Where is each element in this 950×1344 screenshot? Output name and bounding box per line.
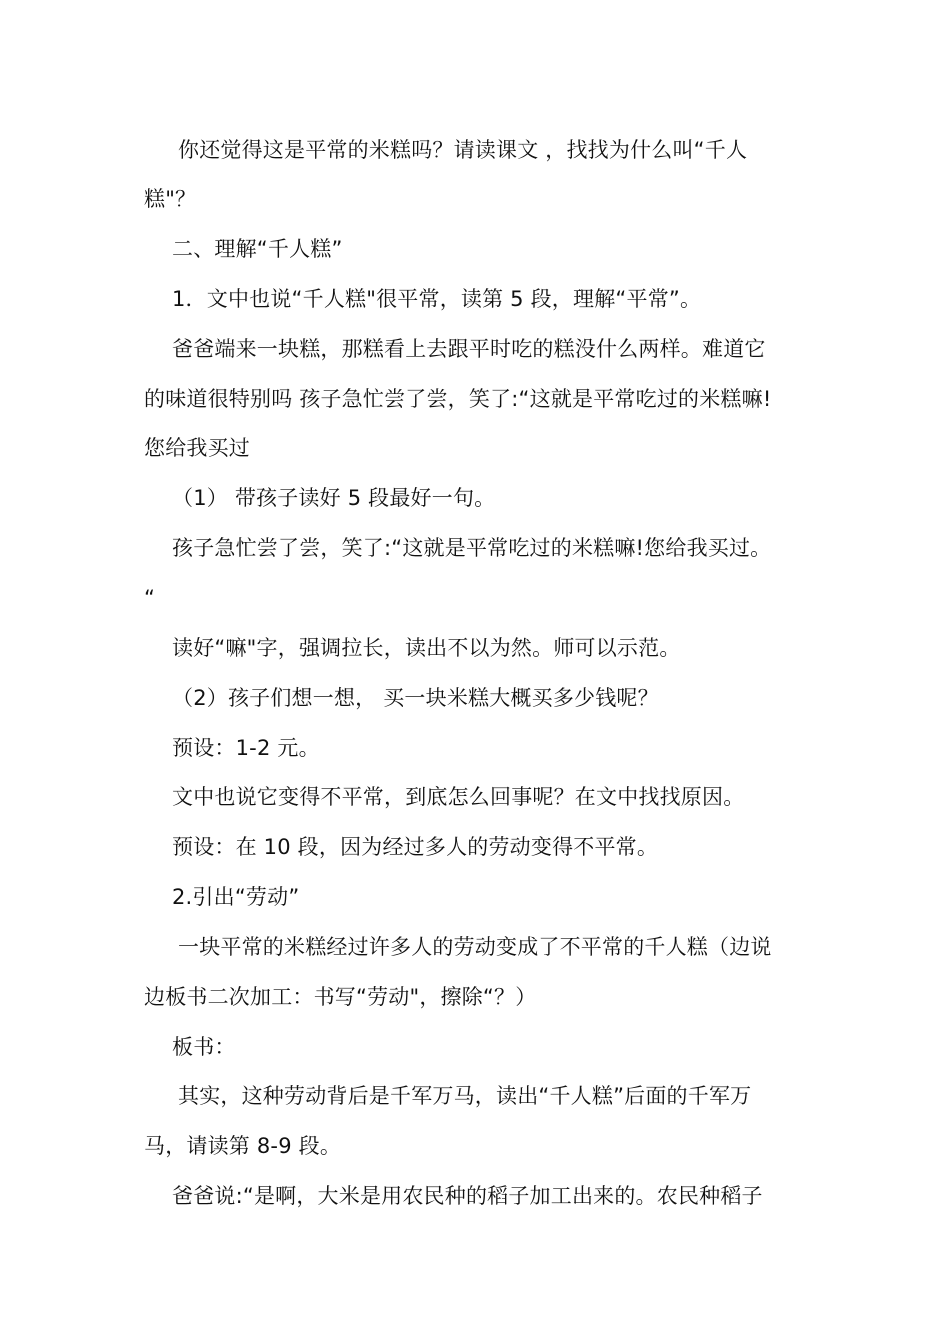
paragraph-line: 文中也说它变得不平常，到底怎么回事呢？在文中找找原因。 [172, 785, 745, 809]
paragraph-line: （1） 带孩子读好 5 段最好一句。 [172, 486, 496, 510]
paragraph-line: 一块平常的米糕经过许多人的劳动变成了不平常的千人糕（边说 [178, 935, 772, 959]
paragraph-line: 您给我买过 [144, 436, 250, 460]
paragraph-line: 读好“嘛"字，强调拉长，读出不以为然。师可以示范。 [172, 636, 681, 660]
paragraph-line: 边板书二次加工：书写“劳动"，擦除“？） [144, 985, 537, 1009]
paragraph-line: 预设：在 10 段，因为经过多人的劳动变得不平常。 [172, 835, 659, 859]
paragraph-line: “ [144, 586, 156, 610]
paragraph-line: 爸爸说:“是啊，大米是用农民种的稻子加工出来的。农民种稻子 [172, 1184, 763, 1208]
paragraph-line: 预设：1-2 元。 [172, 736, 320, 760]
paragraph-line: 1．文中也说“千人糕"很平常，读第 5 段，理解“平常”。 [172, 287, 702, 311]
paragraph-line: 孩子急忙尝了尝，笑了:“这就是平常吃过的米糕嘛!您给我买过。 [172, 536, 772, 560]
paragraph-line: 其实，这种劳动背后是千军万马，读出“千人糕”后面的千军万 [178, 1084, 752, 1108]
paragraph-line: 爸爸端来一块糕，那糕看上去跟平时吃的糕没什么两样。难道它 [172, 337, 766, 361]
paragraph-line: （2）孩子们想一想， 买一块米糕大概买多少钱呢？ [172, 686, 659, 710]
section-heading: 二、理解“千人糕” [172, 237, 343, 261]
paragraph-line: 的味道很特别吗 孩子急忙尝了尝，笑了:“这就是平常吃过的米糕嘛! [144, 387, 772, 411]
paragraph-line: 板书： [172, 1035, 236, 1059]
section-heading: 2.引出“劳动” [172, 885, 300, 909]
paragraph-line: 糕"？ [144, 187, 197, 211]
paragraph-line: 马，请读第 8-9 段。 [144, 1134, 342, 1158]
paragraph-line: 你还觉得这是平常的米糕吗？请读课文 ，找找为什么叫“千人 [178, 138, 748, 162]
